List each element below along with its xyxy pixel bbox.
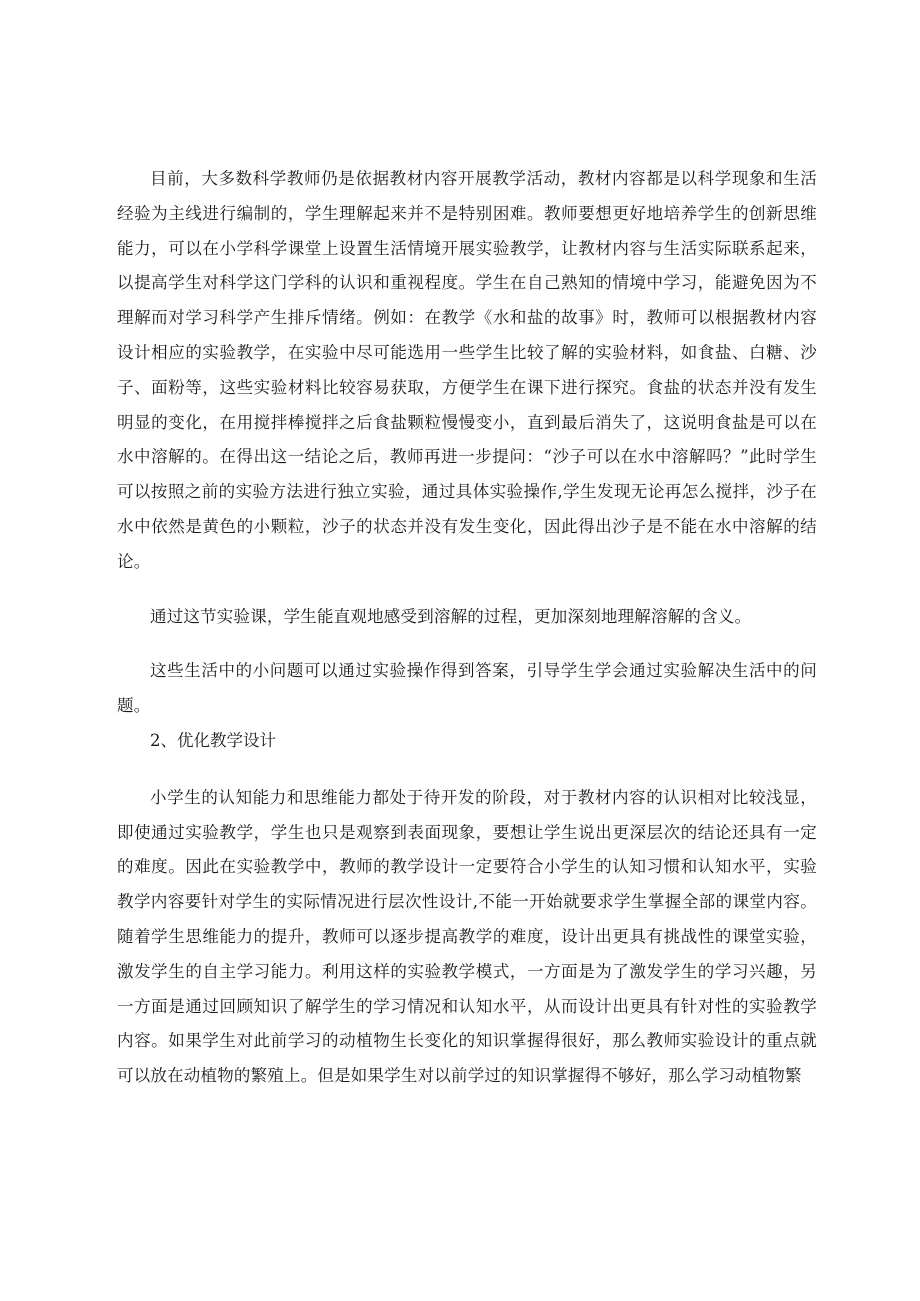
paragraph-life-situation: 目前，大多数科学教师仍是依据教材内容开展教学活动，教材内容都是以科学现象和生活经验为主线进行编制的，学生理解起来并不是特别困难。教师要想更好地培养学生的创新思维能力，可以在小学科学课堂上设置生活情境开展实验教学，让教材内容与生活实际联系起来，以提高学生对科学这门学科的认识和重视程度。学生在自己熟知的情境中学习，能避免因为不理解而对学习科学产生排斥情绪。例如：在教学《水和盐的故事》时，教师可以根据教材内容设计相应的实验教学，在实验中尽可能选用一些学生比较了解的实验材料，如食盐、白糖、沙子、面粉等，这些实验材料比较容易获取，方便学生在课下进行探究。食盐的状态并没有发生明显的变化，在用搅拌棒搅拌之后食盐颗粒慢慢变小，直到最后消失了，这说明食盐是可以在水中溶解的。在得出这一结论之后，教师再进一步提问：“沙子可以在水中溶解吗？”此时学生可以按照之前的实验方法进行独立实验，通过具体实验操作,学生发现无论再怎么搅拌，沙子在水中依然是黄色的小颗粒，沙子的状态并没有发生变化，因此得出沙子是不能在水中溶解的结论。 <box>117 169 817 571</box>
section-heading: 2、优化教学设计 <box>150 730 276 750</box>
paragraph-dissolving-summary: 通过这节实验课，学生能直观地感受到溶解的过程，更加深刻地理解溶解的含义。 <box>150 606 752 626</box>
document-body <box>117 162 817 1094</box>
paragraph-life-questions: 这些生活中的小问题可以通过实验操作得到答案，引导学生学会通过实验解决生活中的问题。 <box>117 661 817 716</box>
paragraph-teaching-design: 小学生的认知能力和思维能力都处于待开发的阶段，对于教材内容的认识相对比较浅显，即使通过实验教学，学生也只是观察到表面现象，要想让学生说出更深层次的结论还具有一定的难度。因此在实验教学中，教师的教学设计一定要符合小学生的认知习惯和认知水平，实验教学内容要针对学生的实际情况进行层次性设计,不能一开始就要求学生掌握全部的课堂内容。随着学生思维能力的提升，教师可以逐步提高教学的难度，设计出更具有挑战性的课堂实验，激发学生的自主学习能力。利用这样的实验教学模式，一方面是为了激发学生的学习兴趣，另一方面是通过回顾知识了解学生的学习情况和认知水平，从而设计出更具有针对性的实验教学内容。如果学生对此前学习的动植物生长变化的知识掌握得很好，那么教师实验设计的重点就可以放在动植物的繁殖上。但是如果学生对以前学过的知识掌握得不够好，那么学习动植物繁 <box>117 787 817 1086</box>
